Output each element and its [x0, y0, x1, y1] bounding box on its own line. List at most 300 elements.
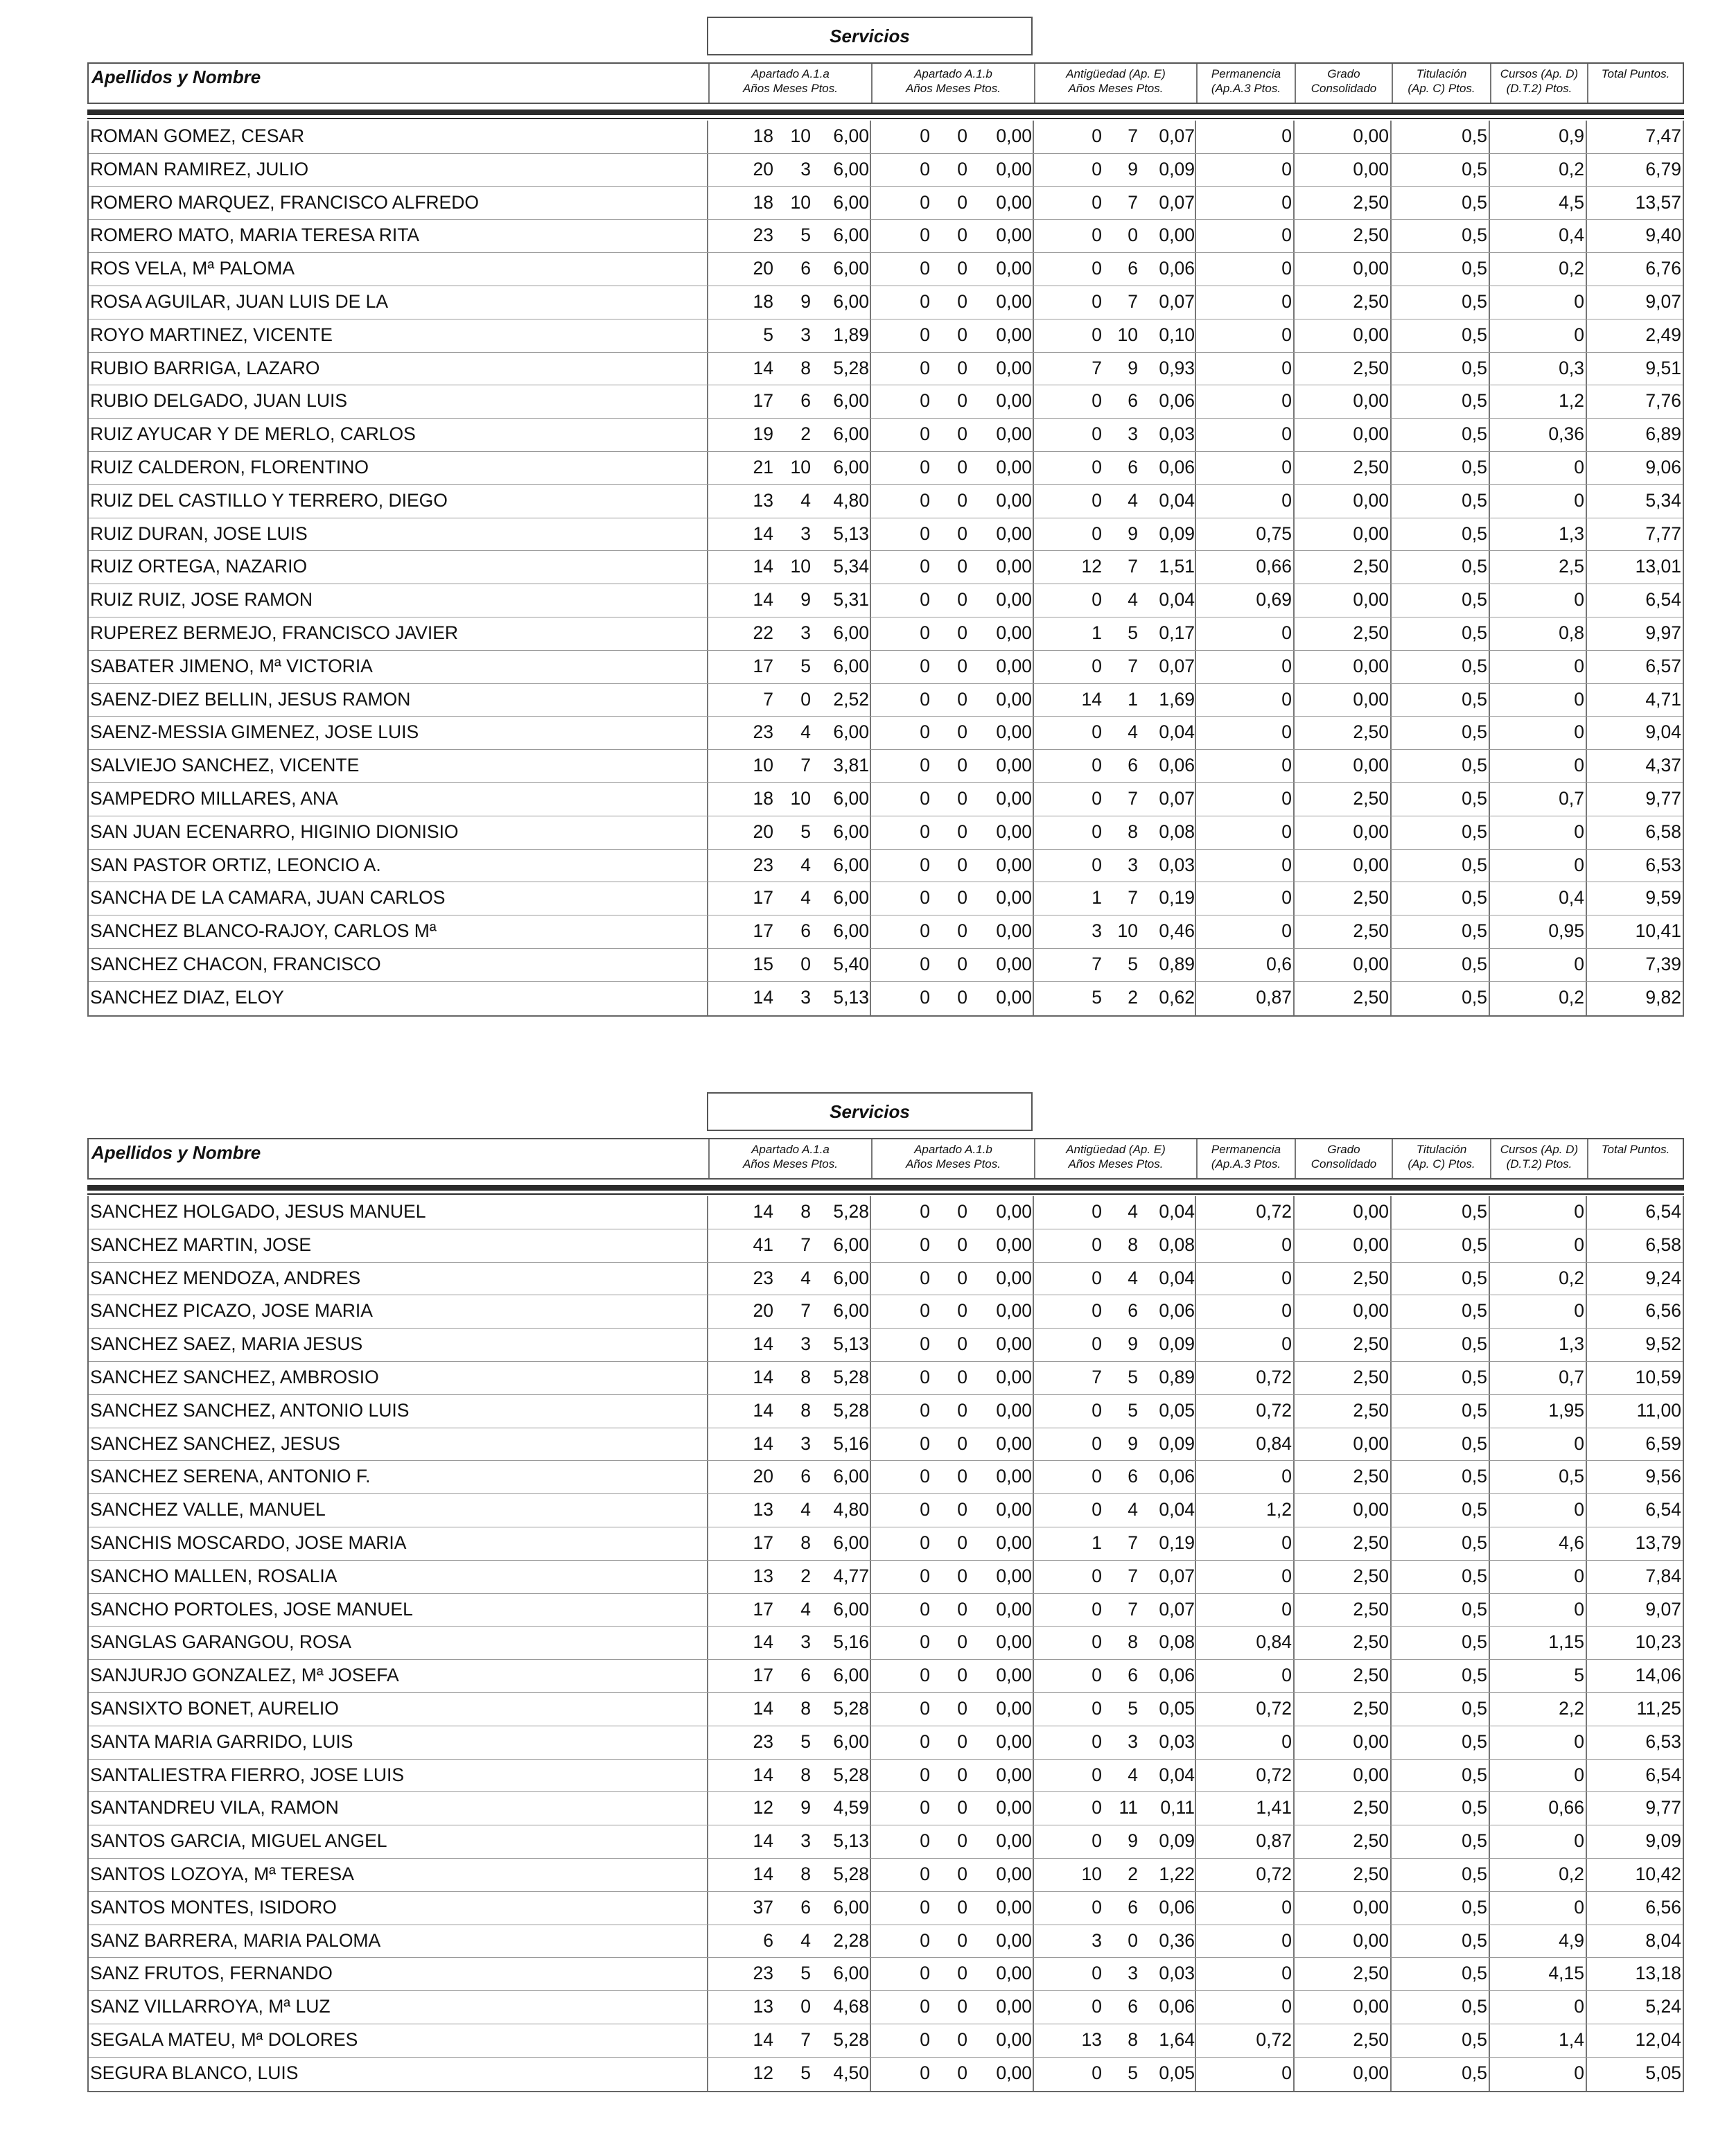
cell-years-a1b: 0: [920, 324, 930, 345]
cell-months-antig: 8: [1128, 1234, 1138, 1255]
cell-months-antig: 9: [1128, 523, 1138, 544]
column-divider: [1293, 1196, 1295, 1229]
cell-cursos: 0: [1574, 1234, 1584, 1255]
cell-years-antig: 3: [1092, 1929, 1102, 1951]
cell-months-a1a: 5: [800, 821, 811, 842]
cell-points-a1b: 0,00: [996, 1963, 1032, 1984]
column-divider: [870, 518, 871, 551]
cell-years-a1a: 23: [753, 854, 773, 875]
cell-years-a1a: 14: [753, 1366, 773, 1387]
column-divider: [1195, 1627, 1196, 1659]
column-divider: [1293, 1494, 1295, 1527]
column-divider: [1489, 2024, 1490, 2057]
cell-points-a1b: 0,00: [996, 787, 1032, 809]
cell-years-a1a: 41: [753, 1234, 773, 1255]
header-name: Apellidos y Nombre: [91, 67, 261, 87]
table-row: [89, 1925, 1683, 1958]
cell-points-a1a: 6,00: [833, 423, 869, 445]
cell-titulacion: 0,5: [1462, 357, 1487, 378]
cell-months-a1b: 0: [957, 456, 967, 477]
cell-months-antig: 5: [1128, 1399, 1138, 1421]
cell-permanencia: 0,72: [1256, 1863, 1292, 1884]
column-divider: [1586, 485, 1587, 518]
cell-titulacion: 0,5: [1462, 887, 1487, 909]
cell-titulacion: 0,5: [1462, 1565, 1487, 1586]
cell-permanencia: 0: [1281, 324, 1292, 345]
column-divider: [1293, 584, 1295, 617]
cell-years-antig: 0: [1092, 1499, 1102, 1520]
cell-grado: 2,50: [1353, 1333, 1389, 1355]
cell-years-a1b: 0: [920, 1697, 930, 1719]
cell-months-antig: 3: [1128, 1963, 1138, 1984]
column-divider: [1390, 286, 1392, 319]
column-divider: [1033, 1395, 1034, 1428]
column-divider: [1390, 1660, 1392, 1692]
column-divider: [1390, 154, 1392, 186]
column-divider: [1293, 617, 1295, 650]
cell-points-antig: 0,06: [1159, 456, 1195, 477]
cell-points-a1a: 6,00: [833, 854, 869, 875]
cell-name: SANCHEZ MARTIN, JOSE: [90, 1234, 312, 1255]
cell-months-a1a: 9: [800, 1797, 811, 1818]
column-divider: [1489, 1494, 1490, 1527]
column-divider: [1390, 850, 1392, 882]
cell-permanencia: 0: [1281, 456, 1292, 477]
cell-months-a1a: 3: [800, 986, 811, 1008]
cell-total: 6,56: [1645, 1300, 1681, 1322]
cell-name: ROS VELA, Mª PALOMA: [90, 258, 295, 279]
cell-points-antig: 0,09: [1159, 1432, 1195, 1454]
cell-points-a1a: 5,28: [833, 1366, 869, 1387]
cell-points-antig: 0,07: [1159, 655, 1195, 676]
cell-months-a1b: 0: [957, 1333, 967, 1355]
column-divider: [1586, 882, 1587, 915]
cell-years-a1b: 0: [920, 290, 930, 312]
cell-points-a1a: 6,00: [833, 258, 869, 279]
column-divider: [1390, 551, 1392, 584]
cell-cursos: 0: [1574, 953, 1584, 974]
cell-points-a1b: 0,00: [996, 1730, 1032, 1752]
column-divider: [1195, 452, 1196, 484]
cell-years-a1b: 0: [920, 225, 930, 246]
cell-years-a1b: 0: [920, 1665, 930, 1686]
cell-permanencia: 1,41: [1256, 1797, 1292, 1818]
cell-titulacion: 0,5: [1462, 1830, 1487, 1852]
cell-total: 9,82: [1645, 986, 1681, 1008]
cell-months-a1a: 8: [800, 1399, 811, 1421]
column-divider: [870, 1329, 871, 1361]
cell-permanencia: 0: [1281, 688, 1292, 710]
column-divider: [1293, 154, 1295, 186]
column-divider: [1195, 1229, 1196, 1262]
column-divider: [870, 850, 871, 882]
column-divider: [870, 1660, 871, 1692]
cell-total: 9,07: [1645, 1598, 1681, 1620]
cell-months-a1b: 0: [957, 1234, 967, 1255]
cell-points-a1a: 6,00: [833, 1730, 869, 1752]
column-divider: [1390, 1958, 1392, 1990]
cell-permanencia: 0,72: [1256, 1366, 1292, 1387]
cell-points-antig: 0,03: [1159, 1963, 1195, 1984]
cell-titulacion: 0,5: [1462, 1863, 1487, 1884]
column-divider: [707, 1693, 708, 1726]
cell-points-antig: 0,36: [1159, 1929, 1195, 1951]
table-row: [89, 286, 1683, 319]
cell-grado: 0,00: [1353, 423, 1389, 445]
column-divider: [707, 584, 708, 617]
cell-titulacion: 0,5: [1462, 2062, 1487, 2083]
column-divider: [1489, 419, 1490, 451]
column-divider: [1586, 1792, 1587, 1825]
cell-months-a1b: 0: [957, 390, 967, 412]
cell-points-a1a: 6,00: [833, 158, 869, 179]
cell-permanencia: 0,72: [1256, 1399, 1292, 1421]
cell-months-antig: 6: [1128, 1300, 1138, 1322]
cell-grado: 2,50: [1353, 622, 1389, 643]
cell-grado: 2,50: [1353, 1863, 1389, 1884]
cell-years-antig: 0: [1092, 258, 1102, 279]
cell-years-a1b: 0: [920, 1565, 930, 1586]
column-divider: [1489, 1760, 1490, 1792]
column-divider: [707, 1925, 708, 1958]
column-divider: [1293, 1263, 1295, 1295]
cell-months-a1b: 0: [957, 1598, 967, 1620]
column-divider: [1489, 915, 1490, 948]
cell-permanencia: 0: [1281, 721, 1292, 743]
cell-cursos: 2,2: [1559, 1697, 1584, 1719]
column-divider: [1293, 651, 1295, 683]
column-divider: [707, 1627, 708, 1659]
cell-points-antig: 0,03: [1159, 854, 1195, 875]
cell-permanencia: 0,84: [1256, 1631, 1292, 1653]
cell-years-a1b: 0: [920, 1598, 930, 1620]
cell-years-a1a: 17: [753, 1598, 773, 1620]
column-divider: [1033, 121, 1034, 153]
cell-months-a1b: 0: [957, 1797, 967, 1818]
cell-titulacion: 0,5: [1462, 1532, 1487, 1553]
cell-years-a1a: 10: [753, 755, 773, 776]
cell-permanencia: 0: [1281, 1929, 1292, 1951]
divider: [87, 1193, 1684, 1195]
column-divider: [1195, 1329, 1196, 1361]
cell-total: 13,01: [1635, 556, 1681, 577]
column-divider: [1033, 1958, 1034, 1990]
section-title: Servicios: [707, 1092, 1033, 1131]
cell-years-antig: 0: [1092, 2062, 1102, 2083]
cell-months-antig: 8: [1128, 821, 1138, 842]
cell-points-a1b: 0,00: [996, 324, 1032, 345]
column-divider: [1489, 286, 1490, 319]
column-divider: [1390, 949, 1392, 981]
cell-grado: 2,50: [1353, 986, 1389, 1008]
cell-grado: 0,00: [1353, 1234, 1389, 1255]
cell-cursos: 1,3: [1559, 523, 1584, 544]
cell-points-a1b: 0,00: [996, 357, 1032, 378]
cell-grado: 0,00: [1353, 1896, 1389, 1918]
cell-years-a1b: 0: [920, 191, 930, 213]
cell-years-antig: 0: [1092, 1333, 1102, 1355]
cell-grado: 0,00: [1353, 125, 1389, 146]
column-divider: [1195, 1693, 1196, 1726]
column-divider: [1195, 1295, 1196, 1328]
cell-months-a1b: 0: [957, 1532, 967, 1553]
column-divider: [1586, 1494, 1587, 1527]
column-divider: [1293, 286, 1295, 319]
cell-points-antig: 0,07: [1159, 1565, 1195, 1586]
cell-total: 9,24: [1645, 1267, 1681, 1288]
column-divider: [1586, 850, 1587, 882]
column-divider: [870, 717, 871, 749]
cell-points-a1a: 5,13: [833, 1333, 869, 1355]
cell-points-a1a: 3,81: [833, 755, 869, 776]
cell-permanencia: 0: [1281, 191, 1292, 213]
cell-titulacion: 0,5: [1462, 1797, 1487, 1818]
column-divider: [1390, 1892, 1392, 1925]
cell-permanencia: 0: [1281, 125, 1292, 146]
cell-name: RUIZ CALDERON, FLORENTINO: [90, 456, 369, 477]
cell-months-a1a: 4: [800, 1267, 811, 1288]
cell-grado: 2,50: [1353, 456, 1389, 477]
cell-years-antig: 0: [1092, 390, 1102, 412]
column-divider: [1033, 518, 1034, 551]
cell-cursos: 0: [1574, 290, 1584, 312]
cell-years-a1a: 17: [753, 1532, 773, 1553]
cell-years-a1a: 18: [753, 191, 773, 213]
table-row: [89, 617, 1683, 651]
cell-months-a1a: 7: [800, 1300, 811, 1322]
cell-years-a1b: 0: [920, 1201, 930, 1222]
cell-total: 4,71: [1645, 688, 1681, 710]
column-divider: [1489, 982, 1490, 1015]
column-divider: [1586, 717, 1587, 749]
cell-months-a1b: 0: [957, 125, 967, 146]
cell-months-a1b: 0: [957, 1863, 967, 1884]
column-divider: [1293, 1892, 1295, 1925]
cell-cursos: 0: [1574, 1764, 1584, 1785]
column-divider: [1033, 1892, 1034, 1925]
cell-cursos: 4,9: [1559, 1929, 1584, 1951]
cell-titulacion: 0,5: [1462, 1432, 1487, 1454]
column-divider: [1033, 1229, 1034, 1262]
cell-points-a1b: 0,00: [996, 1432, 1032, 1454]
cell-years-a1a: 20: [753, 1300, 773, 1322]
cell-years-antig: 10: [1081, 1863, 1102, 1884]
cell-months-a1b: 0: [957, 655, 967, 676]
column-divider: [1489, 121, 1490, 153]
column-divider: [1390, 783, 1392, 816]
cell-years-antig: 0: [1092, 1565, 1102, 1586]
column-divider: [707, 1461, 708, 1493]
cell-titulacion: 0,5: [1462, 1631, 1487, 1653]
cell-titulacion: 0,5: [1462, 1366, 1487, 1387]
cell-years-antig: 0: [1092, 1631, 1102, 1653]
cell-months-antig: 9: [1128, 158, 1138, 179]
column-divider: [1293, 220, 1295, 252]
cell-total: 5,34: [1645, 489, 1681, 511]
column-divider: [1489, 1329, 1490, 1361]
column-divider: [1489, 816, 1490, 849]
cell-name: SEGURA BLANCO, LUIS: [90, 2062, 299, 2083]
cell-months-a1b: 0: [957, 920, 967, 942]
column-divider: [1390, 1693, 1392, 1726]
column-divider: [1390, 882, 1392, 915]
cell-points-a1a: 5,28: [833, 2028, 869, 2050]
cell-years-antig: 0: [1092, 821, 1102, 842]
cell-titulacion: 0,5: [1462, 1201, 1487, 1222]
cell-months-antig: 7: [1128, 125, 1138, 146]
cell-months-antig: 10: [1117, 920, 1138, 942]
column-divider: [1195, 816, 1196, 849]
column-divider: [707, 286, 708, 319]
cell-points-a1b: 0,00: [996, 1631, 1032, 1653]
cell-months-antig: 7: [1128, 1532, 1138, 1553]
cell-points-a1b: 0,00: [996, 721, 1032, 743]
cell-titulacion: 0,5: [1462, 1996, 1487, 2017]
column-divider: [1586, 1561, 1587, 1593]
column-divider: [1293, 1329, 1295, 1361]
table-row: [89, 1594, 1683, 1627]
cell-cursos: 1,95: [1548, 1399, 1584, 1421]
cell-years-a1a: 14: [753, 2028, 773, 2050]
cell-name: SANTOS LOZOYA, Mª TERESA: [90, 1863, 354, 1884]
cell-permanencia: 0: [1281, 423, 1292, 445]
cell-points-a1a: 2,28: [833, 1929, 869, 1951]
cell-points-antig: 1,69: [1159, 688, 1195, 710]
cell-name: SEGALA MATEU, Mª DOLORES: [90, 2028, 358, 2050]
cell-grado: 2,50: [1353, 1598, 1389, 1620]
cell-years-a1a: 14: [753, 1830, 773, 1852]
table-row: [89, 121, 1683, 154]
cell-years-a1b: 0: [920, 755, 930, 776]
column-divider: [1195, 1958, 1196, 1990]
cell-total: 9,07: [1645, 290, 1681, 312]
cell-permanencia: 0: [1281, 1333, 1292, 1355]
column-divider: [1033, 882, 1034, 915]
cell-permanencia: 0: [1281, 1996, 1292, 2017]
cell-points-a1b: 0,00: [996, 1996, 1032, 2017]
cell-points-antig: 1,64: [1159, 2028, 1195, 2050]
cell-grado: 2,50: [1353, 920, 1389, 942]
cell-months-a1a: 6: [800, 390, 811, 412]
table-row: [89, 1792, 1683, 1825]
column-divider: [1195, 1760, 1196, 1792]
cell-months-a1b: 0: [957, 258, 967, 279]
column-divider: [1033, 1726, 1034, 1759]
cell-permanencia: 0,6: [1266, 953, 1292, 974]
column-divider: [707, 385, 708, 418]
cell-months-a1b: 0: [957, 1830, 967, 1852]
column-divider: [1489, 1792, 1490, 1825]
column-divider: [1390, 1494, 1392, 1527]
cell-total: 6,57: [1645, 655, 1681, 676]
cell-years-a1b: 0: [920, 1996, 930, 2017]
column-divider: [1293, 385, 1295, 418]
cell-name: SAENZ-MESSIA GIMENEZ, JOSE LUIS: [90, 721, 419, 743]
column-divider: [707, 1362, 708, 1394]
cell-years-a1a: 14: [753, 357, 773, 378]
cell-points-a1b: 0,00: [996, 986, 1032, 1008]
cell-points-a1b: 0,00: [996, 1797, 1032, 1818]
column-divider: [1390, 419, 1392, 451]
table-row: [89, 1991, 1683, 2024]
column-divider: [1489, 617, 1490, 650]
cell-points-antig: 0,06: [1159, 390, 1195, 412]
cell-grado: 0,00: [1353, 854, 1389, 875]
cell-cursos: 4,5: [1559, 191, 1584, 213]
column-divider: [707, 2024, 708, 2057]
column-divider: [1293, 121, 1295, 153]
table-row: [89, 1527, 1683, 1561]
cell-permanencia: 0: [1281, 390, 1292, 412]
cell-cursos: 0,2: [1559, 158, 1584, 179]
cell-name: SAMPEDRO MILLARES, ANA: [90, 787, 338, 809]
column-divider: [1195, 651, 1196, 683]
cell-grado: 0,00: [1353, 688, 1389, 710]
column-divider: [1195, 518, 1196, 551]
column-divider: [1586, 1958, 1587, 1990]
cell-months-a1b: 0: [957, 1896, 967, 1918]
column-divider: [707, 1494, 708, 1527]
column-divider: [707, 1958, 708, 1990]
cell-name: SANCHEZ SANCHEZ, ANTONIO LUIS: [90, 1399, 410, 1421]
header-antiguedad: Antigüedad (Ap. E) Años Meses Ptos.: [1034, 1139, 1196, 1178]
cell-years-a1b: 0: [920, 125, 930, 146]
column-divider: [707, 353, 708, 385]
cell-points-a1b: 0,00: [996, 1565, 1032, 1586]
table-row: [89, 154, 1683, 187]
cell-grado: 2,50: [1353, 1267, 1389, 1288]
column-divider: [1293, 882, 1295, 915]
column-divider: [870, 154, 871, 186]
table-row: [89, 717, 1683, 750]
table-row: [89, 253, 1683, 286]
column-divider: [1033, 1594, 1034, 1627]
column-divider: [870, 452, 871, 484]
column-divider: [1586, 419, 1587, 451]
cell-total: 5,24: [1645, 1996, 1681, 2017]
cell-points-a1b: 0,00: [996, 1466, 1032, 1487]
column-divider: [1489, 2058, 1490, 2091]
cell-total: 6,89: [1645, 423, 1681, 445]
table-row: [89, 1660, 1683, 1693]
cell-cursos: 0,4: [1559, 225, 1584, 246]
cell-months-a1b: 0: [957, 324, 967, 345]
column-divider: [870, 419, 871, 451]
column-divider: [1033, 1660, 1034, 1692]
cell-months-a1b: 0: [957, 1963, 967, 1984]
cell-grado: 2,50: [1353, 1797, 1389, 1818]
cell-points-a1a: 5,16: [833, 1432, 869, 1454]
cell-years-a1a: 20: [753, 821, 773, 842]
cell-total: 10,42: [1635, 1863, 1681, 1884]
cell-months-a1a: 3: [800, 622, 811, 643]
cell-points-antig: 0,04: [1159, 721, 1195, 743]
cell-points-a1b: 0,00: [996, 821, 1032, 842]
cell-years-antig: 3: [1092, 920, 1102, 942]
cell-years-a1a: 14: [753, 1432, 773, 1454]
cell-total: 12,04: [1635, 2028, 1681, 2050]
column-divider: [1293, 1362, 1295, 1394]
cell-months-antig: 0: [1128, 225, 1138, 246]
cell-cursos: 0: [1574, 1565, 1584, 1586]
cell-points-a1a: 5,28: [833, 1201, 869, 1222]
cell-total: 9,09: [1645, 1830, 1681, 1852]
table-row: [89, 551, 1683, 584]
column-divider: [1489, 1594, 1490, 1627]
table-row: [89, 651, 1683, 684]
cell-months-a1a: 10: [790, 125, 811, 146]
column-divider: [707, 1859, 708, 1891]
